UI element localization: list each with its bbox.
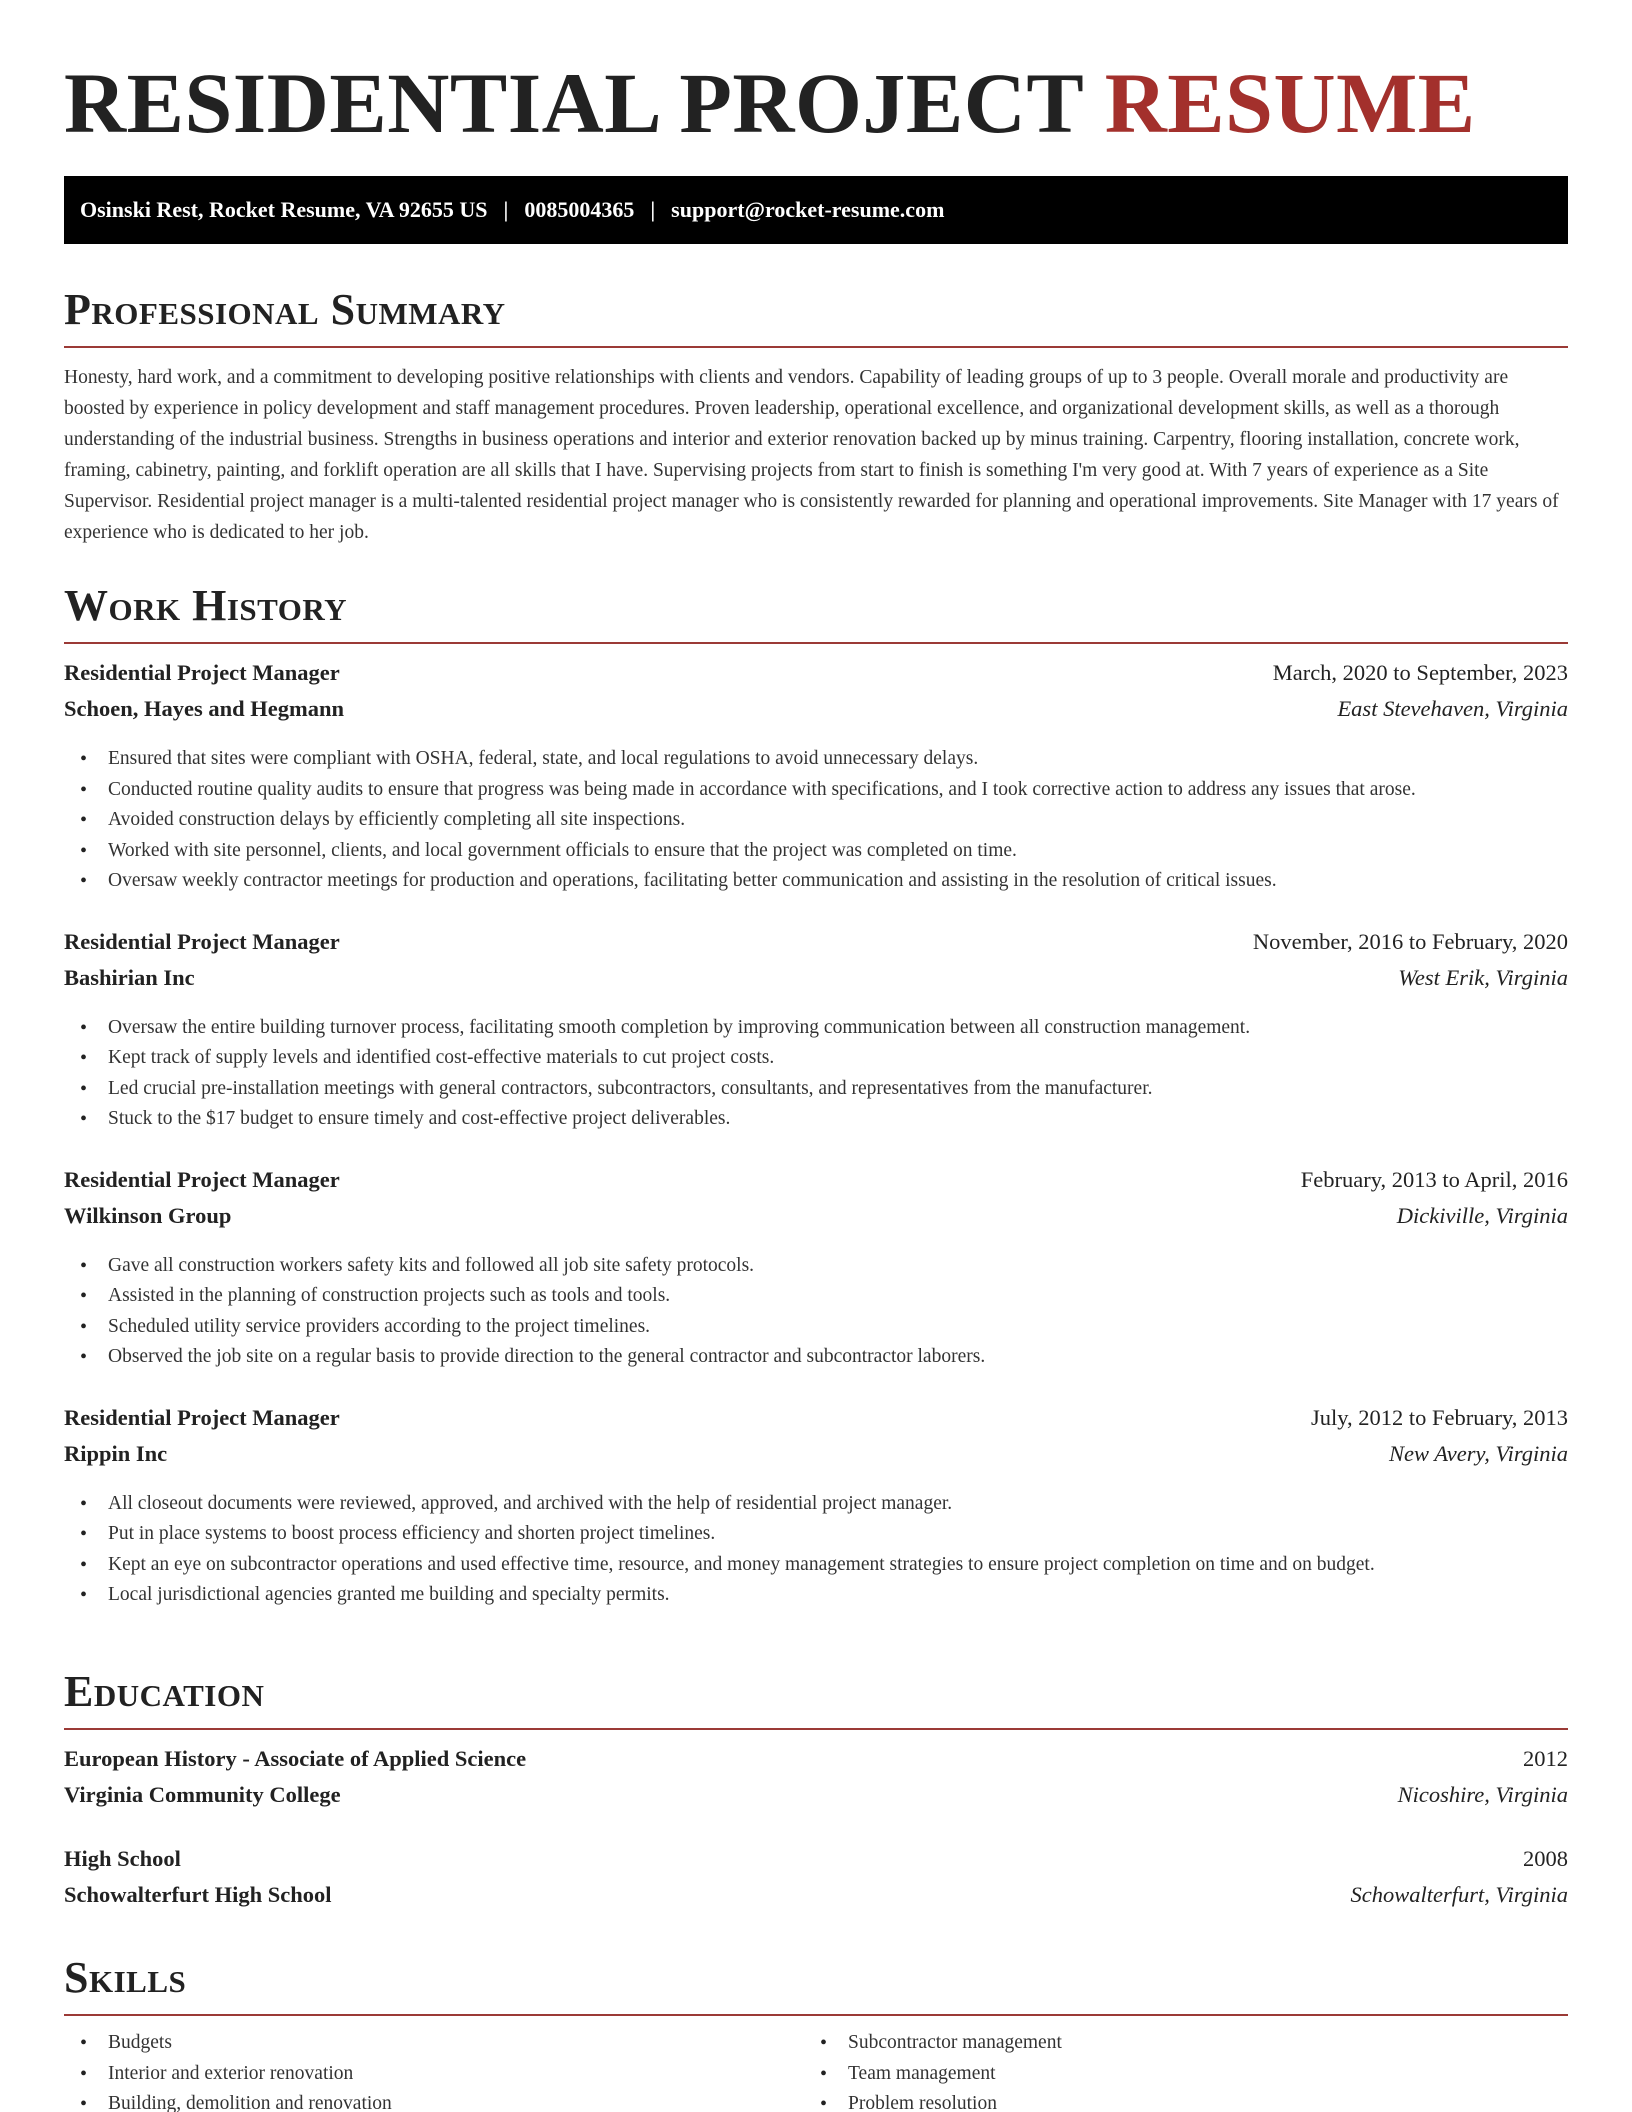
- education-degree: High School: [64, 1846, 181, 1871]
- summary-heading: Professional Summary: [64, 285, 506, 334]
- skill-item: • Building, demolition and renovation: [64, 2089, 804, 2112]
- resume-title: [64, 56, 1568, 150]
- job-dates: July, 2012 to February, 2013: [1310, 1404, 1568, 1430]
- job-title: Residential Project Manager: [64, 1166, 340, 1192]
- work-history-section: [64, 580, 1568, 1611]
- bullet-item: • Oversaw the entire building turnover process, facilitating smooth completion by improving communication between all construction management.: [64, 1013, 1568, 1044]
- contact-bar: [64, 176, 1568, 244]
- bullet-item: • Local jurisdictional agencies granted me building and specialty permits.: [64, 1580, 1568, 1611]
- bullet-item: • Worked with site personnel, clients, and local government officials to ensure that the project was completed on time.: [64, 836, 1568, 867]
- job-dates: March, 2020 to September, 2023: [1272, 660, 1568, 685]
- job-entry: [64, 660, 1568, 897]
- job-entry: [64, 1405, 1568, 1611]
- job-bullets: [64, 1013, 1568, 1135]
- job-bullets: [64, 1251, 1568, 1373]
- skill-item: • Team management: [804, 2059, 1544, 2090]
- education-school: Virginia Community College: [64, 1782, 341, 1807]
- contact-phone: 0085004365: [524, 197, 635, 222]
- contact-separator: |: [503, 197, 509, 222]
- education-year: 2012: [1523, 1746, 1568, 1771]
- education-heading: Education: [64, 1667, 265, 1716]
- section-divider: [64, 1728, 1568, 1730]
- summary-text: Honesty, hard work, and a commitment to developing positive relationships with clients and vendors. Capability of leading groups of up to 3 people. Overall morale and productivity are boosted by experience in policy development and staff management procedures. Proven leadership, operational excellence, and organizational development skills, as well as a thorough understanding of the industrial business. Strengths in business operations and interior and exterior renovation backed up by minus training. Carpentry, flooring installation, concrete work, framing, cabinetry, painting, and forklift operation are all skills that I have. Supervising projects from start to finish is something I'm very good at. With 7 years of experience as a Site Supervisor. Residential project manager is a multi-talented residential project manager who is consistently rewarded for planning and operational improvements. Site Manager with 17 years of experience who is dedicated to her job.: [64, 367, 1559, 543]
- bullet-item: • Put in place systems to boost process efficiency and shorten project timelines.: [64, 1519, 1568, 1550]
- job-company: Bashirian Inc: [64, 964, 195, 990]
- education-location: Nicoshire, Virginia: [1397, 1782, 1568, 1807]
- bullet-item: • Ensured that sites were compliant with OSHA, federal, state, and local regulations to avoid unnecessary delays.: [64, 744, 1568, 775]
- job-dates: November, 2016 to February, 2020: [1252, 928, 1568, 954]
- bullet-item: • Assisted in the planning of construction projects such as tools and tools.: [64, 1281, 1568, 1312]
- contact-separator: |: [650, 197, 656, 222]
- bullet-item: • Avoided construction delays by efficiently completing all site inspections.: [64, 805, 1568, 836]
- bullet-item: • Kept an eye on subcontractor operations and used effective time, resource, and money management strategies to ensure project completion on time and on budget.: [64, 1550, 1568, 1581]
- education-degree: European History - Associate of Applied Science: [64, 1746, 527, 1771]
- job-company: Wilkinson Group: [64, 1202, 232, 1228]
- bullet-item: • Led crucial pre-installation meetings with general contractors, subcontractors, consultants, and representatives from the manufacturer.: [64, 1074, 1568, 1105]
- job-bullets: [64, 1489, 1568, 1611]
- title-accent: RESUME: [1104, 55, 1476, 151]
- skills-grid: [64, 2028, 1568, 2112]
- skill-item: • Interior and exterior renovation: [64, 2059, 804, 2090]
- bullet-item: • Observed the job site on a regular basis to provide direction to the general contractor and subcontractor laborers.: [64, 1342, 1568, 1373]
- bullet-item: • Kept track of supply levels and identified cost-effective materials to cut project costs.: [64, 1043, 1568, 1074]
- section-divider: [64, 346, 1568, 348]
- job-company: Schoen, Hayes and Hegmann: [64, 696, 345, 721]
- job-location: Dickiville, Virginia: [1396, 1202, 1568, 1228]
- job-dates: February, 2013 to April, 2016: [1300, 1166, 1568, 1192]
- job-entry: [64, 1167, 1568, 1373]
- education-section: [64, 1666, 1568, 1918]
- job-location: West Erik, Virginia: [1398, 964, 1568, 990]
- title-main: RESIDENTIAL PROJECT: [64, 55, 1083, 151]
- bullet-item: • Oversaw weekly contractor meetings for production and operations, facilitating better communication and assisting in the resolution of critical issues.: [64, 866, 1568, 897]
- education-entry: [64, 1746, 1568, 1818]
- bullet-item: • All closeout documents were reviewed, approved, and archived with the help of residential project manager.: [64, 1489, 1568, 1520]
- skills-left-column: [64, 2028, 804, 2112]
- education-entry: [64, 1846, 1568, 1918]
- job-bullets: [64, 744, 1568, 897]
- job-title: Residential Project Manager: [64, 660, 340, 685]
- job-location: East Stevehaven, Virginia: [1337, 696, 1568, 721]
- skills-right-column: [804, 2028, 1544, 2112]
- bullet-item: • Conducted routine quality audits to ensure that progress was being made in accordance with specifications, and I took corrective action to address any issues that arose.: [64, 775, 1568, 806]
- education-school: Schowalterfurt High School: [64, 1882, 332, 1907]
- education-location: Schowalterfurt, Virginia: [1350, 1882, 1568, 1907]
- bullet-item: • Stuck to the $17 budget to ensure timely and cost-effective project deliverables.: [64, 1104, 1568, 1135]
- bullet-item: • Scheduled utility service providers according to the project timelines.: [64, 1312, 1568, 1343]
- contact-email: support@rocket-resume.com: [671, 197, 945, 222]
- bullet-item: • Gave all construction workers safety kits and followed all job site safety protocols.: [64, 1251, 1568, 1282]
- job-title: Residential Project Manager: [64, 1404, 340, 1430]
- contact-address: Osinski Rest, Rocket Resume, VA 92655 US: [80, 197, 488, 222]
- section-divider: [64, 642, 1568, 644]
- job-company: Rippin Inc: [64, 1440, 168, 1466]
- job-location: New Avery, Virginia: [1389, 1440, 1568, 1466]
- skill-item: • Budgets: [64, 2028, 804, 2059]
- summary-section: [64, 284, 1568, 568]
- job-title: Residential Project Manager: [64, 928, 340, 954]
- resume-content: [64, 0, 1568, 2112]
- section-divider: [64, 2014, 1568, 2016]
- skills-heading: Skills: [64, 1953, 187, 2002]
- job-entry: [64, 929, 1568, 1135]
- work-history-heading: Work History: [64, 581, 348, 630]
- education-year: 2008: [1523, 1846, 1568, 1871]
- skills-section: [64, 1952, 1568, 2112]
- skill-item: • Subcontractor management: [804, 2028, 1544, 2059]
- skill-item: • Problem resolution: [804, 2089, 1544, 2112]
